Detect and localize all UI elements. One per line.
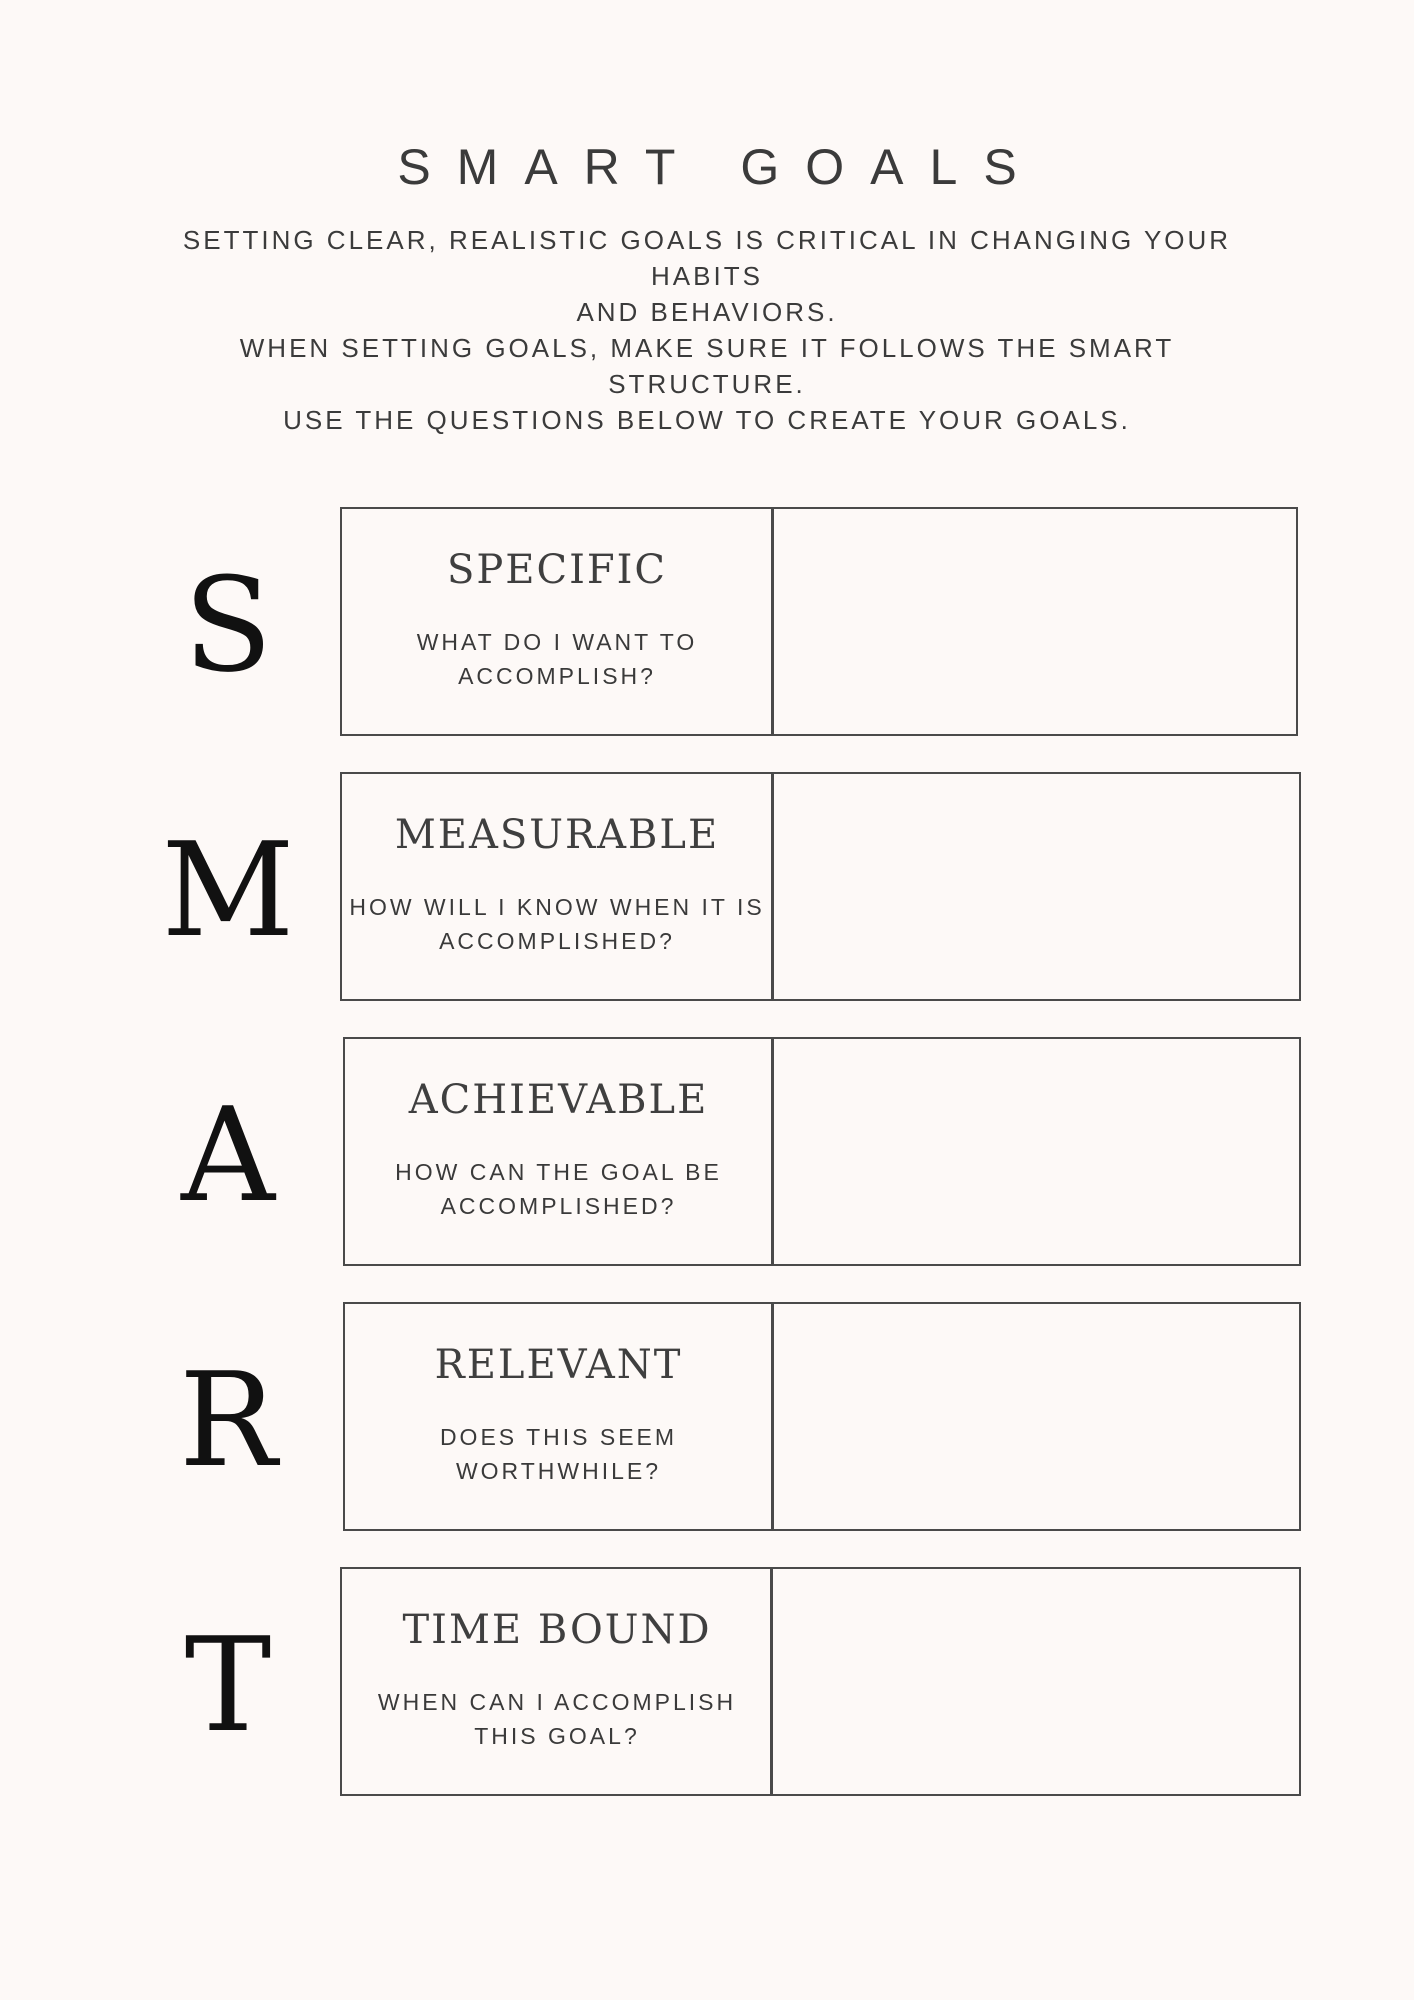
row-question: WHAT DO I WANT TO ACCOMPLISH? bbox=[416, 629, 698, 689]
goal-row-relevant bbox=[343, 1302, 1301, 1531]
row-question: DOES THIS SEEM WORTHWHILE? bbox=[439, 1424, 678, 1484]
goal-row-time-bound bbox=[340, 1567, 1301, 1796]
intro-line: USE THE QUESTIONS BELOW TO CREATE YOUR GOALS. bbox=[283, 405, 1131, 435]
goal-row-measurable bbox=[340, 772, 1301, 1001]
row-heading: TIME BOUND bbox=[402, 1607, 712, 1653]
row-question: HOW WILL I KNOW WHEN IT IS ACCOMPLISHED? bbox=[349, 894, 765, 954]
page-title: SMART GOALS bbox=[397, 139, 1043, 195]
column-divider bbox=[771, 1302, 774, 1531]
label-cell bbox=[342, 774, 772, 999]
intro-line: SETTING CLEAR, REALISTIC GOALS IS CRITICAL IN CHANGING YOUR HABITS bbox=[182, 225, 1232, 291]
row-heading: ACHIEVABLE bbox=[408, 1077, 709, 1123]
row-heading: SPECIFIC bbox=[446, 547, 668, 593]
column-divider bbox=[770, 1567, 773, 1796]
column-divider bbox=[771, 772, 774, 1001]
intro-line: AND BEHAVIORS. bbox=[576, 297, 838, 327]
answer-field-time-bound[interactable] bbox=[774, 1569, 1299, 1794]
intro-text bbox=[140, 222, 1274, 438]
smart-letter-t: T bbox=[184, 1609, 272, 1761]
row-question: WHEN CAN I ACCOMPLISH THIS GOAL? bbox=[377, 1689, 737, 1749]
intro-line: WHEN SETTING GOALS, MAKE SURE IT FOLLOWS THE SMART STRUCTURE. bbox=[239, 333, 1175, 399]
goal-row-achievable bbox=[343, 1037, 1301, 1266]
smart-letter-r: R bbox=[179, 1344, 277, 1496]
answer-field-specific[interactable] bbox=[775, 509, 1296, 734]
answer-field-measurable[interactable] bbox=[775, 774, 1299, 999]
smart-letter-m: M bbox=[161, 814, 295, 966]
label-cell bbox=[342, 509, 772, 734]
answer-field-relevant[interactable] bbox=[775, 1304, 1299, 1529]
row-heading: RELEVANT bbox=[434, 1342, 683, 1388]
answer-field-achievable[interactable] bbox=[775, 1039, 1299, 1264]
label-cell bbox=[345, 1039, 772, 1264]
label-cell bbox=[342, 1569, 772, 1794]
column-divider bbox=[771, 1037, 774, 1266]
goal-row-specific bbox=[340, 507, 1298, 736]
smart-letter-a: A bbox=[181, 1079, 275, 1231]
smart-letter-s: S bbox=[183, 549, 273, 701]
label-cell bbox=[345, 1304, 772, 1529]
column-divider bbox=[771, 507, 774, 736]
row-question: HOW CAN THE GOAL BE ACCOMPLISHED? bbox=[395, 1159, 722, 1219]
row-heading: MEASURABLE bbox=[394, 812, 720, 858]
